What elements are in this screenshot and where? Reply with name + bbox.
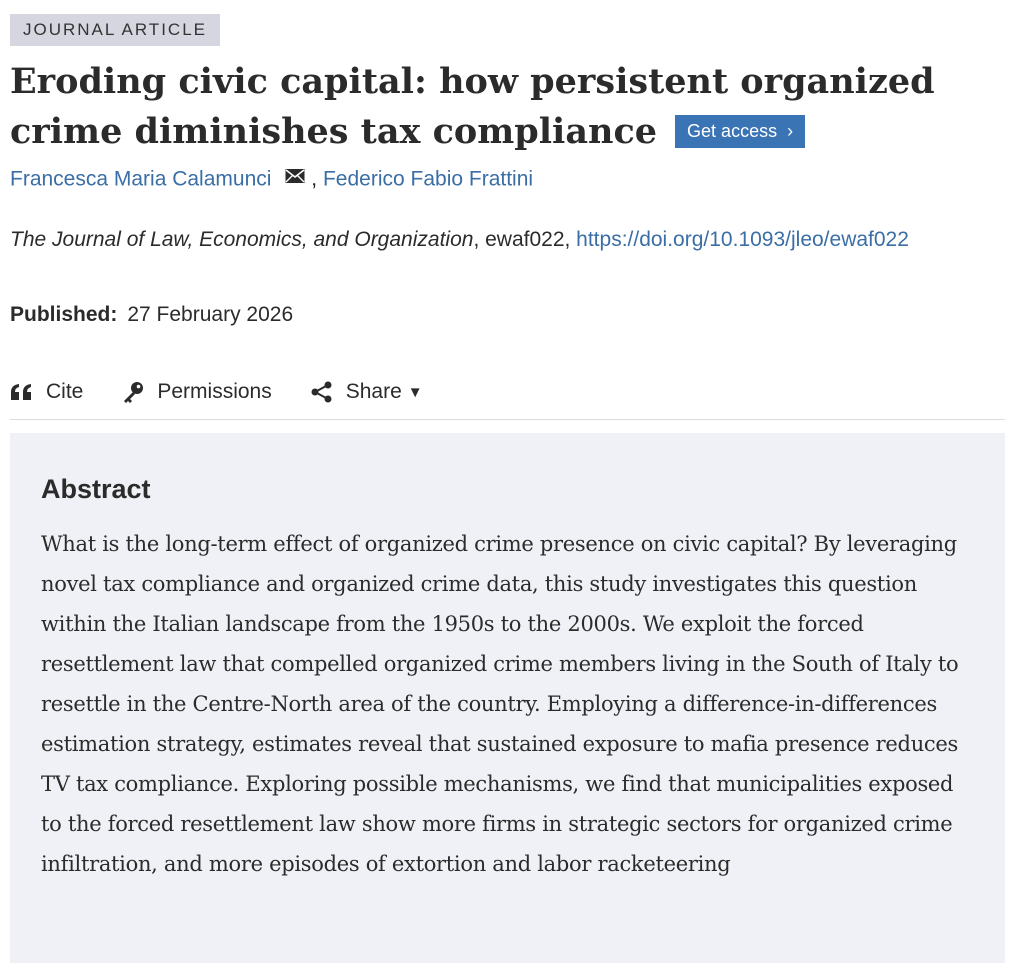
share-icon (310, 380, 334, 404)
abstract-heading: Abstract (41, 474, 151, 504)
abstract-section (10, 433, 1005, 963)
article-title (10, 57, 1022, 157)
doi-link[interactable]: https://doi.org/10.1093/jleo/ewaf022 (576, 228, 909, 251)
published-date-line (10, 300, 293, 330)
author-link-1[interactable]: Francesca Maria Calamunci (10, 167, 272, 191)
article-type-badge: JOURNAL ARTICLE (10, 14, 220, 46)
caret-down-icon: ▼ (407, 383, 423, 401)
toolbar-divider (10, 419, 1005, 420)
published-date: 27 February 2026 (127, 303, 294, 326)
cite-button[interactable] (10, 380, 83, 404)
author-separator: , (311, 167, 318, 191)
permissions-label: Permissions (157, 380, 272, 403)
key-icon (121, 380, 145, 404)
share-label: Share (345, 380, 402, 403)
article-title-text: Eroding civic capital: how persistent organized crime diminishes tax compliance (10, 61, 935, 152)
citation-line (10, 220, 1010, 259)
get-access-label: Get access (687, 121, 778, 141)
permissions-button[interactable] (121, 380, 271, 404)
journal-name: The Journal of Law, Economics, and Organization (10, 228, 474, 251)
article-toolbar (10, 372, 461, 412)
article-id: , ewaf022, (473, 228, 577, 251)
get-access-button[interactable] (675, 115, 805, 148)
abstract-text: What is the long-term effect of organized crime presence on civic capital? By leveraging novel tax compliance and organized crime data, this study investigates this question within the Italian landscape from the 1950s to the 2000s. We exploit the forced resettlement law that compelled organized crime members living in the South of Italy to resettle in the Centre-North area of the country. Employing a difference-in-differences estimation strategy, estimates reveal that sustained exposure to mafia presence reduces TV tax compliance. Exploring possible mechanisms, we find that municipalities exposed to the forced resettlement law show more firms in strategic sectors for organized crime infiltration, and more episodes of extortion and labor racketeering (41, 532, 959, 876)
chevron-right-icon: › (787, 121, 794, 141)
published-label: Published: (10, 303, 118, 326)
author-list (10, 163, 533, 197)
share-dropdown[interactable] (310, 380, 423, 404)
author-link-2[interactable]: Federico Fabio Frattini (322, 167, 534, 191)
quote-icon (10, 383, 34, 401)
cite-label: Cite (46, 380, 84, 403)
mail-icon[interactable] (285, 163, 305, 193)
